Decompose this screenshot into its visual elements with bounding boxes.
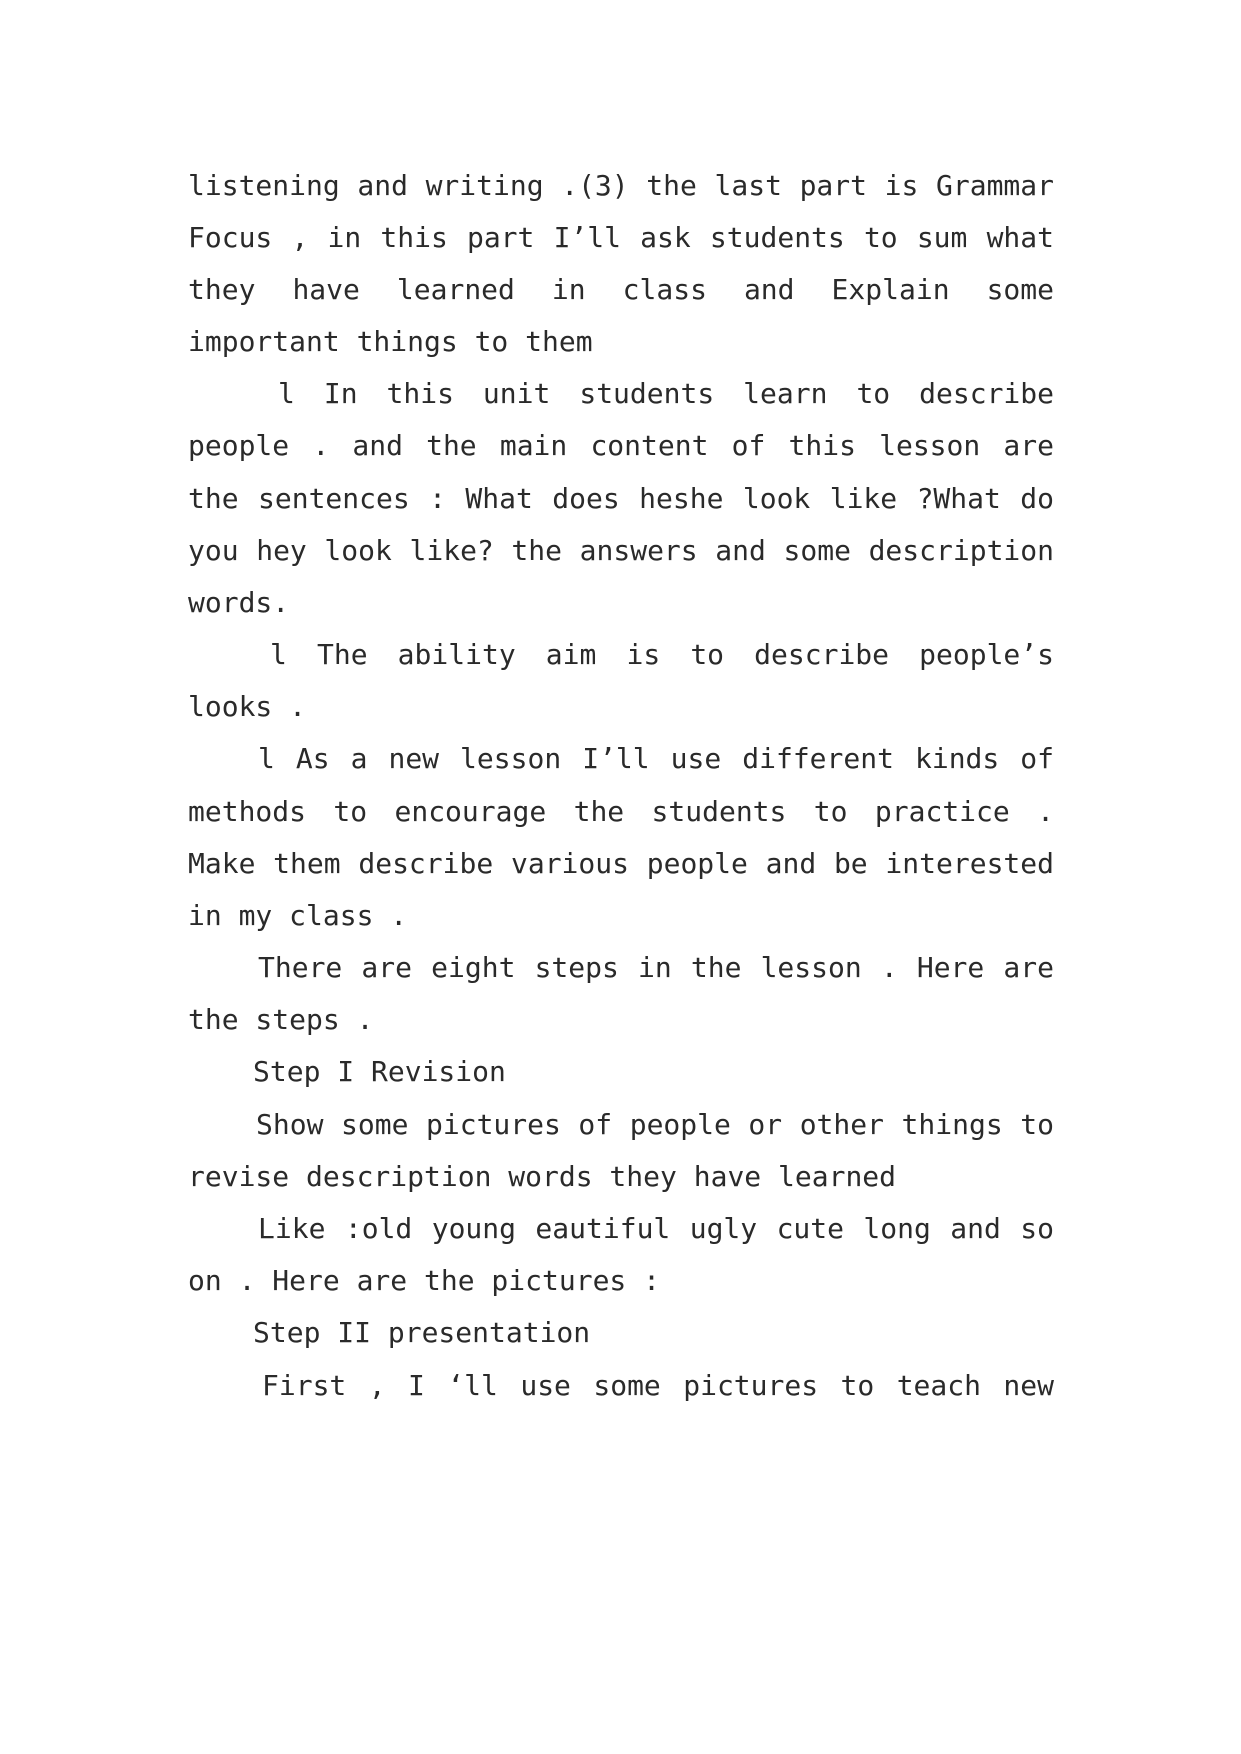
step-heading-revision: Step I Revision xyxy=(253,1055,506,1088)
text-line-6: people . and the main content of this lesson are xyxy=(188,429,1054,462)
text-line-13: methods to encourage the students to practice . xyxy=(188,795,1054,828)
text-line-24: First , I ‘ll use some pictures to teach new xyxy=(262,1369,1054,1402)
text-line-14: Make them describe various people and be interested xyxy=(188,847,1054,880)
text-line-5: l In this unit students learn to describe xyxy=(278,377,1054,410)
text-line-1: listening and writing .(3) the last part is Grammar xyxy=(188,169,1054,202)
text-line-21: Like :old young eautiful ugly cute long and so xyxy=(258,1212,1054,1245)
text-line-12: l As a new lesson I’ll use different kinds of xyxy=(258,742,1054,775)
text-line-2: Focus , in this part I’ll ask students to sum what xyxy=(188,221,1054,254)
text-line-11: looks . xyxy=(188,690,307,723)
text-line-20: revise description words they have learned xyxy=(188,1160,897,1193)
text-line-4: important things to them xyxy=(188,325,593,358)
text-line-8: you hey look like? the answers and some description xyxy=(188,534,1054,567)
text-line-9: words. xyxy=(188,586,290,619)
text-line-7: the sentences : What does heshe look like ?What do xyxy=(188,482,1054,515)
text-line-16: There are eight steps in the lesson . Here are xyxy=(258,951,1054,984)
text-line-3: they have learned in class and Explain some xyxy=(188,273,1054,306)
text-line-22: on . Here are the pictures : xyxy=(188,1264,661,1297)
text-line-10: l The ability aim is to describe people’s xyxy=(270,638,1054,671)
text-line-15: in my class . xyxy=(188,899,408,932)
text-line-19: Show some pictures of people or other things to xyxy=(256,1108,1054,1141)
text-line-17: the steps . xyxy=(188,1003,374,1036)
step-heading-presentation: Step II presentation xyxy=(253,1316,591,1349)
